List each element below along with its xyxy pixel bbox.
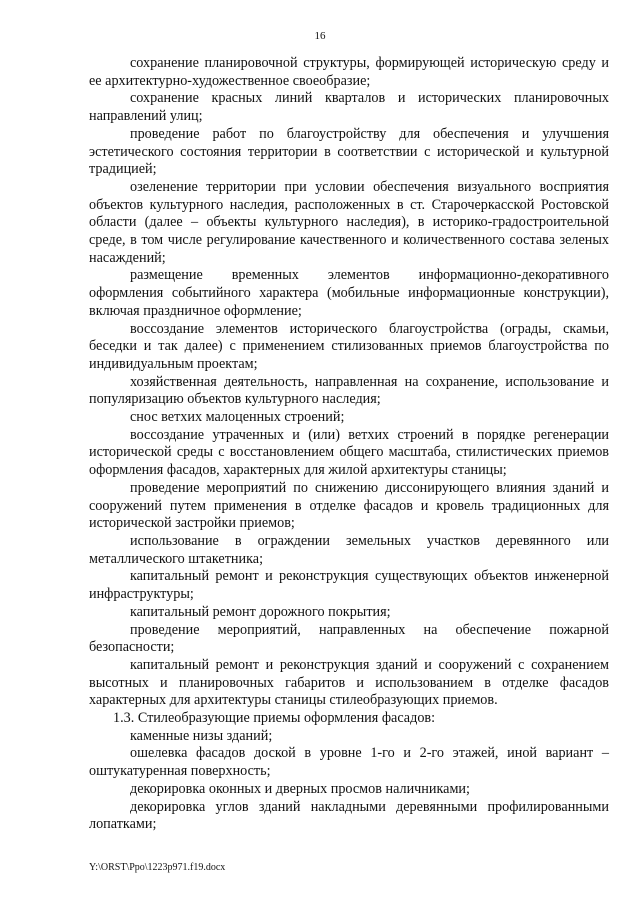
list-item: декорировка оконных и дверных просмов наличниками; bbox=[130, 780, 470, 797]
list-item: декорировка углов зданий накладными деревянными профилированными лопатками; bbox=[89, 798, 609, 833]
list-item: проведение мероприятий по снижению диссонирующего влияния зданий и сооружений путем применения в отделке фасадов и кровель традиционных для исторической застройки приемов; bbox=[89, 479, 609, 532]
list-item: воссоздание утраченных и (или) ветхих строений в порядке регенерации исторической среды с восстановлением общего масштаба, стилистических приемов оформления фасадов, характерных для жилой архитектуры станицы; bbox=[89, 426, 609, 479]
list-item: сохранение планировочной структуры, формирующей историческую среду и ее архитектурно-художественное своеобразие; bbox=[89, 55, 609, 89]
list-item: озеленение территории при условии обеспечения визуального восприятия объектов культурного наследия, расположенных в ст. Старочеркасской Ростовской области (далее – объекты культурного наследия), в историко-градостроительной среде, в том числе регулирование качественного и количественного состава зеленых насаждений; bbox=[89, 178, 609, 266]
list-item: использование в ограждении земельных участков деревянного или металлического штакетника; bbox=[89, 532, 609, 567]
document-body bbox=[89, 55, 609, 834]
list-item: ошелевка фасадов доской в уровне 1-го и 2-го этажей, иной вариант – оштукатуренная поверхность; bbox=[89, 745, 609, 780]
list-item: каменные низы зданий; bbox=[130, 727, 273, 744]
list-item: хозяйственная деятельность, направленная на сохранение, использование и популяризацию объектов культурного наследия; bbox=[89, 373, 609, 408]
file-path-footer: Y:\ORST\Ppo\1223p971.f19.docx bbox=[89, 862, 226, 873]
list-item: воссоздание элементов исторического благоустройства (ограды, скамьи, беседки и так далее) с применением стилизованных приемов благоустройства по индивидуальным проектам; bbox=[89, 320, 609, 372]
list-item: проведение мероприятий, направленных на обеспечение пожарной безопасности; bbox=[89, 621, 609, 656]
list-item: капитальный ремонт дорожного покрытия; bbox=[130, 603, 391, 620]
list-item: снос ветхих малоценных строений; bbox=[130, 409, 345, 426]
list-item: проведение работ по благоустройству для обеспечения и улучшения эстетического состояния территории в соответствии с исторической и культурной традицией; bbox=[89, 125, 609, 178]
section-heading: 1.3. Стилеобразующие приемы оформления фасадов: bbox=[113, 710, 436, 727]
list-item: сохранение красных линий кварталов и исторических планировочных направлений улиц; bbox=[89, 90, 609, 125]
page-number: 16 bbox=[314, 30, 326, 42]
list-item: размещение временных элементов информационно-декоративного оформления событийного характера (мобильные информационные конструкции), включая праздничное оформление; bbox=[89, 267, 609, 319]
list-item: капитальный ремонт и реконструкция существующих объектов инженерной инфраструктуры; bbox=[89, 568, 609, 603]
list-item: капитальный ремонт и реконструкция зданий и сооружений с сохранением высотных и планировочных габаритов и использованием в отделке фасадов характерных для архитектуры станицы стилеобразующих приемов. bbox=[89, 656, 609, 709]
